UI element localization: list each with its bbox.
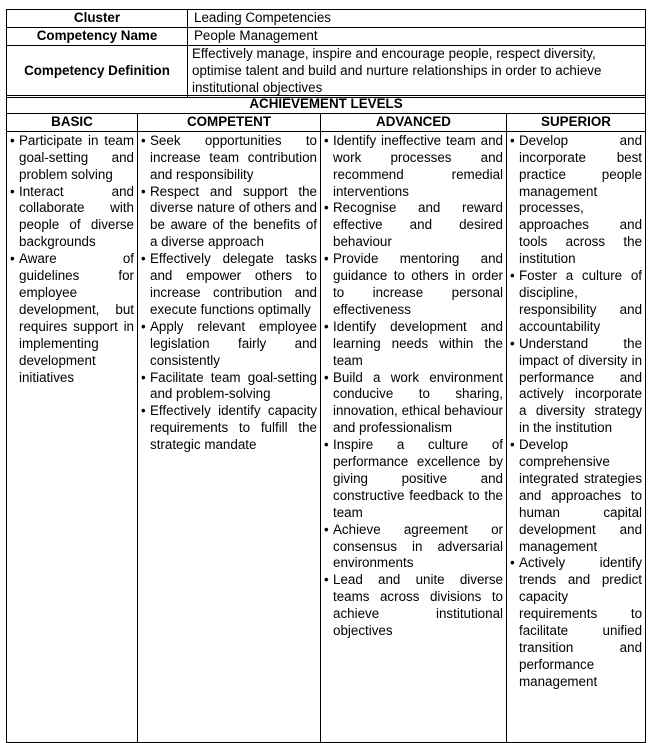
advanced-item: • Identify development and learning needs within the team xyxy=(324,319,503,370)
advanced-column xyxy=(321,131,507,742)
competent-item: • Facilitate team goal-setting and problem-solving xyxy=(141,370,317,404)
competency-name-label: Competency Name xyxy=(7,27,188,45)
achievement-levels-table xyxy=(6,95,646,743)
superior-item: • Develop and incorporate best practice people management processes, approaches and tools across the institution xyxy=(510,133,642,268)
advanced-item: • Build a work environment conducive to sharing, innovation, ethical behaviour and professionalism xyxy=(324,370,503,438)
competency-name-row xyxy=(7,27,646,45)
level-name-competent: COMPETENT xyxy=(138,113,321,131)
cluster-row xyxy=(7,10,646,28)
level-names-row xyxy=(7,113,646,131)
competent-items xyxy=(141,133,317,454)
competent-column xyxy=(138,131,321,742)
superior-item: • Develop comprehensive integrated strategies and approaches to human capital development and management xyxy=(510,437,642,555)
competency-definition-label: Competency Definition xyxy=(7,45,188,97)
achievement-levels-title: ACHIEVEMENT LEVELS xyxy=(7,96,646,114)
level-name-superior: SUPERIOR xyxy=(507,113,646,131)
competency-definition-value: Effectively manage, inspire and encourage people, respect diversity, optimise talent and build and nurture relationships in order to achieve institutional objectives xyxy=(188,45,646,97)
competency-name-value: People Management xyxy=(188,27,646,45)
basic-items xyxy=(10,133,134,387)
superior-items xyxy=(510,133,642,691)
level-content-row xyxy=(7,131,646,742)
competent-item: • Effectively delegate tasks and empower others to increase contribution and execute functions optimally xyxy=(141,251,317,319)
superior-item: • Understand the impact of diversity in performance and actively incorporate a diversity strategy in the institution xyxy=(510,336,642,437)
competent-item: • Seek opportunities to increase team contribution and responsibility xyxy=(141,133,317,184)
basic-item: • Aware of guidelines for employee development, but requires support in implementing development initiatives xyxy=(10,251,134,386)
level-name-basic: BASIC xyxy=(7,113,138,131)
basic-column xyxy=(7,131,138,742)
advanced-items xyxy=(324,133,503,640)
competent-item: • Apply relevant employee legislation fairly and consistently xyxy=(141,319,317,370)
advanced-item: • Provide mentoring and guidance to others in order to increase personal effectiveness xyxy=(324,251,503,319)
basic-item: • Interact and collaborate with people of diverse backgrounds xyxy=(10,184,134,252)
competent-item: • Respect and support the diverse nature of others and be aware of the benefits of a diverse approach xyxy=(141,184,317,252)
competency-header-table xyxy=(6,9,646,98)
basic-item: • Participate in team goal-setting and problem solving xyxy=(10,133,134,184)
superior-item: • Actively identify trends and predict capacity requirements to facilitate unified transition and performance management xyxy=(510,555,642,690)
superior-column xyxy=(507,131,646,742)
advanced-item: • Achieve agreement or consensus in adversarial environments xyxy=(324,522,503,573)
competency-definition-row xyxy=(7,45,646,97)
competent-item: • Effectively identify capacity requirements to fulfill the strategic mandate xyxy=(141,403,317,454)
advanced-item: • Inspire a culture of performance excellence by giving positive and constructive feedback to the team xyxy=(324,437,503,522)
level-name-advanced: ADVANCED xyxy=(321,113,507,131)
achievement-levels-title-row xyxy=(7,96,646,114)
cluster-label: Cluster xyxy=(7,10,188,28)
advanced-item: • Lead and unite diverse teams across divisions to achieve institutional objectives xyxy=(324,572,503,640)
advanced-item: • Identify ineffective team and work processes and recommend remedial interventions xyxy=(324,133,503,201)
superior-item: • Foster a culture of discipline, responsibility and accountability xyxy=(510,268,642,336)
cluster-value: Leading Competencies xyxy=(188,10,646,28)
advanced-item: • Recognise and reward effective and desired behaviour xyxy=(324,200,503,251)
